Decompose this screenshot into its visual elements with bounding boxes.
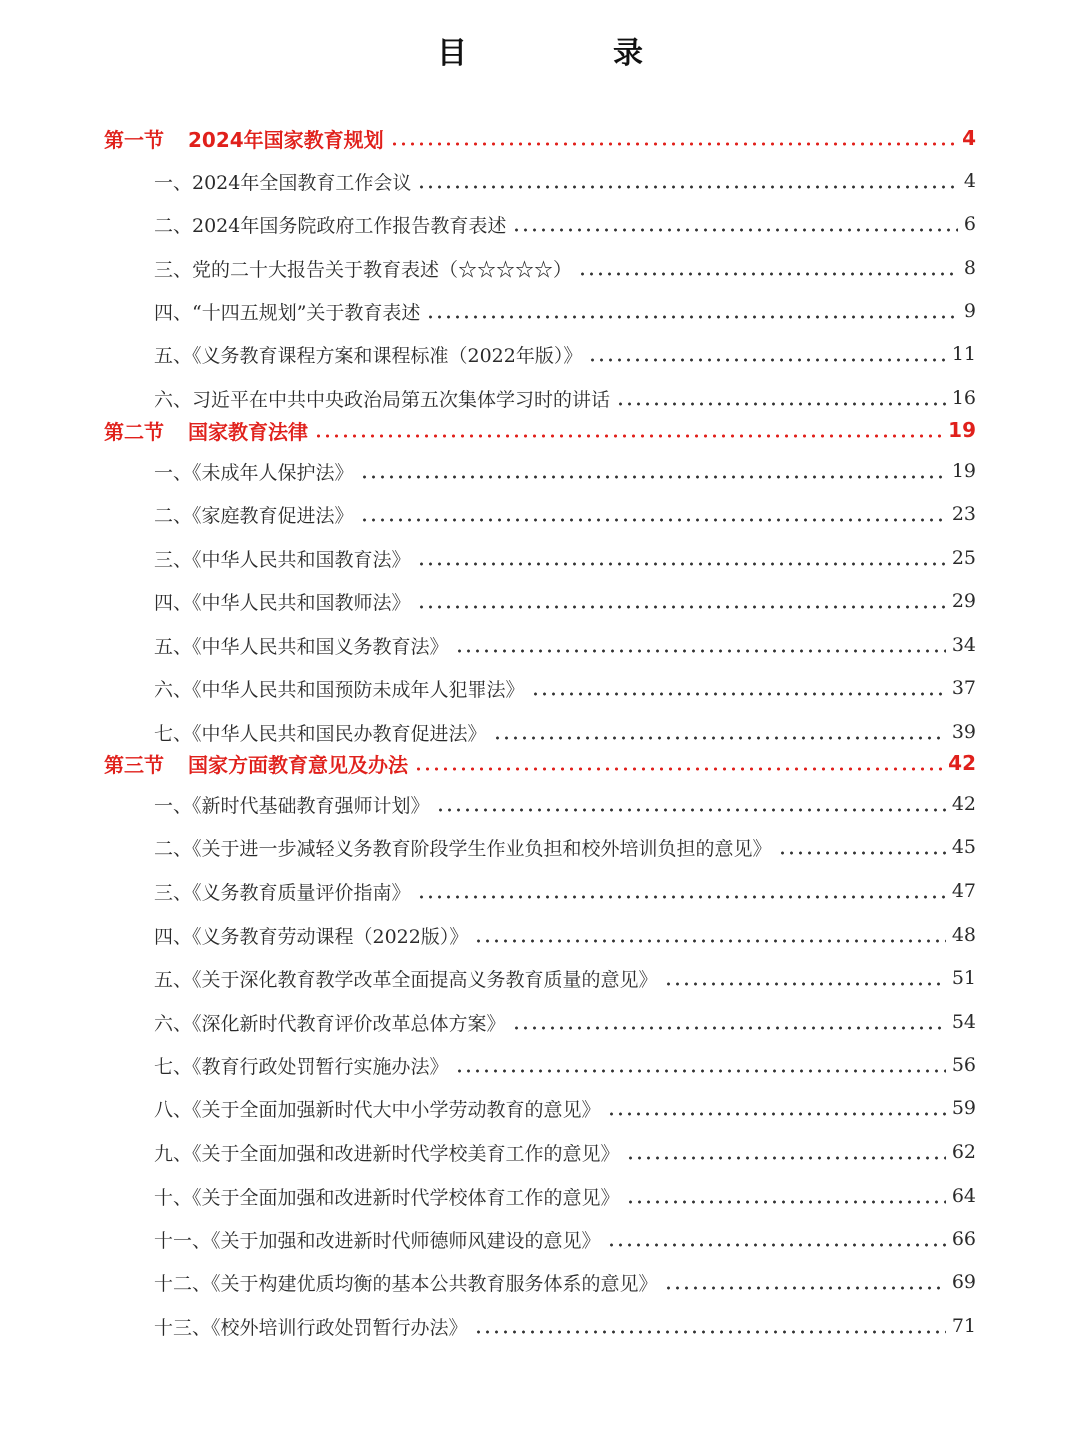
dot-leader [455, 635, 946, 655]
toc-entry-page-number: 69 [951, 1271, 976, 1293]
toc-entry-row[interactable] [0, 581, 1080, 621]
toc-entry-label: 九、《关于全面加强和改进新时代学校美育工作的意见》 [154, 1142, 620, 1165]
dot-leader [360, 461, 946, 481]
section-title: 国家教育法律 [188, 419, 308, 444]
toc-entry-row[interactable] [0, 1045, 1080, 1085]
dot-leader [493, 722, 946, 742]
dot-leader [474, 925, 945, 945]
toc-entry-page-number: 62 [951, 1141, 976, 1163]
toc-entry-row[interactable] [0, 668, 1080, 708]
toc-entry-label: 七、《教育行政处罚暂行实施办法》 [154, 1055, 449, 1078]
toc-entry-page-number: 37 [951, 677, 976, 699]
toc-entry-label: 四、《中华人民共和国教师法》 [154, 591, 411, 614]
toc-entry-label: 二、《家庭教育促进法》 [154, 504, 354, 527]
section-title: 国家方面教育意见及办法 [188, 752, 408, 777]
toc-entry-row[interactable] [0, 827, 1080, 867]
toc-entry-page-number: 6 [963, 213, 976, 235]
toc-entry-label: 六、《深化新时代教育评价改革总体方案》 [154, 1012, 506, 1035]
toc-entry-label: 二、2024年国务院政府工作报告教育表述 [154, 214, 507, 237]
toc-entry-label: 三、党的二十大报告关于教育表述（☆☆☆☆☆） [154, 258, 573, 281]
dot-leader [417, 548, 946, 568]
toc-entry-label: 七、《中华人民共和国民办教育促进法》 [154, 722, 487, 745]
dot-leader [360, 504, 946, 524]
toc-entry-label: 二、《关于进一步减轻义务教育阶段学生作业负担和校外培训负担的意见》 [154, 837, 772, 860]
dot-leader [607, 1229, 946, 1249]
toc-entry-page-number: 11 [951, 343, 976, 365]
dot-leader [578, 258, 958, 278]
toc-entry-row[interactable] [0, 871, 1080, 911]
dot-leader [455, 1055, 946, 1075]
toc-entry-label: 五、《关于深化教育教学改革全面提高义务教育质量的意见》 [154, 968, 658, 991]
toc-entry-row[interactable] [0, 538, 1080, 578]
section-page-number: 4 [962, 126, 976, 150]
section-number: 第二节 [104, 419, 164, 444]
dot-leader [664, 968, 946, 988]
toc-entry-label: 一、2024年全国教育工作会议 [154, 171, 412, 194]
toc-entry-page-number: 48 [951, 924, 976, 946]
toc-entry-row[interactable] [0, 1306, 1080, 1346]
toc-entry-page-number: 25 [951, 547, 976, 569]
dot-leader [390, 128, 956, 148]
toc-entry-row[interactable] [0, 248, 1080, 288]
toc-entry-row[interactable] [0, 1176, 1080, 1216]
toc-entry-label: 八、《关于全面加强新时代大中小学劳动教育的意见》 [154, 1098, 601, 1121]
toc-entry-page-number: 29 [951, 590, 976, 612]
toc-entry-label: 十、《关于全面加强和改进新时代学校体育工作的意见》 [154, 1186, 620, 1209]
toc-section-row[interactable] [0, 118, 1080, 158]
dot-leader [314, 420, 942, 440]
dot-leader [607, 1098, 946, 1118]
toc-entry-page-number: 54 [951, 1011, 976, 1033]
toc-entry-row[interactable] [0, 451, 1080, 491]
toc-entry-row[interactable] [0, 291, 1080, 331]
toc-entry-label: 五、《中华人民共和国义务教育法》 [154, 635, 449, 658]
section-number: 第一节 [104, 127, 164, 152]
toc-entry-page-number: 23 [951, 503, 976, 525]
dot-leader [778, 837, 946, 857]
toc-section-row[interactable] [0, 410, 1080, 450]
toc-entry-row[interactable] [0, 915, 1080, 955]
section-heading [104, 124, 384, 153]
toc-entry-label: 一、《新时代基础教育强师计划》 [154, 794, 430, 817]
toc-entry-page-number: 42 [951, 793, 976, 815]
toc-entry-label: 六、习近平在中共中央政治局第五次集体学习时的讲话 [154, 388, 611, 411]
toc-entry-label: 十二、《关于构建优质均衡的基本公共教育服务体系的意见》 [154, 1272, 658, 1295]
toc-entry-page-number: 66 [951, 1228, 976, 1250]
toc-entry-label: 三、《义务教育质量评价指南》 [154, 881, 411, 904]
toc-entry-label: 一、《未成年人保护法》 [154, 461, 354, 484]
toc-entry-page-number: 39 [951, 721, 976, 743]
toc-entry-page-number: 47 [951, 880, 976, 902]
dot-leader [664, 1272, 946, 1292]
section-heading [104, 749, 408, 778]
toc-entry-label: 十三、《校外培训行政处罚暂行办法》 [154, 1316, 468, 1339]
section-title: 2024年国家教育规划 [188, 127, 384, 152]
toc-entry-label: 五、《义务教育课程方案和课程标准（2022年版）》 [154, 344, 583, 367]
toc-entry-row[interactable] [0, 494, 1080, 534]
toc-entry-row[interactable] [0, 1132, 1080, 1172]
toc-entry-row[interactable] [0, 204, 1080, 244]
toc-entry-row[interactable] [0, 1088, 1080, 1128]
dot-leader [626, 1186, 946, 1206]
toc-entry-page-number: 16 [951, 387, 976, 409]
toc-entry-page-number: 45 [951, 836, 976, 858]
toc-entry-row[interactable] [0, 1002, 1080, 1042]
toc-entry-row[interactable] [0, 161, 1080, 201]
toc-entry-label: 四、“十四五规划”关于教育表述 [154, 301, 421, 324]
dot-leader [512, 1012, 946, 1032]
dot-leader [512, 214, 958, 234]
dot-leader [417, 591, 946, 611]
dot-leader [436, 794, 946, 814]
dot-leader [474, 1316, 946, 1336]
toc-entry-page-number: 4 [963, 170, 976, 192]
toc-entry-label: 三、《中华人民共和国教育法》 [154, 548, 411, 571]
toc-entry-row[interactable] [0, 784, 1080, 824]
toc-entry-row[interactable] [0, 958, 1080, 998]
toc-entry-page-number: 9 [963, 300, 976, 322]
toc-entry-page-number: 64 [951, 1185, 976, 1207]
section-number: 第三节 [104, 752, 164, 777]
toc-entry-row[interactable] [0, 625, 1080, 665]
dot-leader [531, 678, 946, 698]
toc-entry-page-number: 56 [951, 1054, 976, 1076]
dot-leader [588, 344, 945, 364]
toc-entry-page-number: 51 [951, 967, 976, 989]
dot-leader [417, 171, 958, 191]
section-heading [104, 416, 308, 445]
toc-entry-page-number: 8 [963, 257, 976, 279]
toc-entry-label: 四、《义务教育劳动课程（2022版）》 [154, 925, 469, 948]
section-page-number: 19 [948, 418, 976, 442]
toc-entry-page-number: 59 [951, 1097, 976, 1119]
toc-entry-row[interactable] [0, 334, 1080, 374]
dot-leader [417, 881, 946, 901]
toc-entry-page-number: 19 [951, 460, 976, 482]
dot-leader [426, 301, 957, 321]
toc-section-row[interactable] [0, 743, 1080, 783]
toc-entry-label: 六、《中华人民共和国预防未成年人犯罪法》 [154, 678, 525, 701]
toc-entry-row[interactable] [0, 1219, 1080, 1259]
dot-leader [414, 753, 942, 773]
toc-entry-page-number: 34 [951, 634, 976, 656]
toc-entry-label: 十一、《关于加强和改进新时代师德师风建设的意见》 [154, 1229, 601, 1252]
dot-leader [616, 388, 946, 408]
section-page-number: 42 [948, 751, 976, 775]
toc-entry-row[interactable] [0, 1262, 1080, 1302]
dot-leader [626, 1142, 946, 1162]
toc-entry-page-number: 71 [951, 1315, 976, 1337]
page-title: 目 录 [437, 36, 701, 71]
